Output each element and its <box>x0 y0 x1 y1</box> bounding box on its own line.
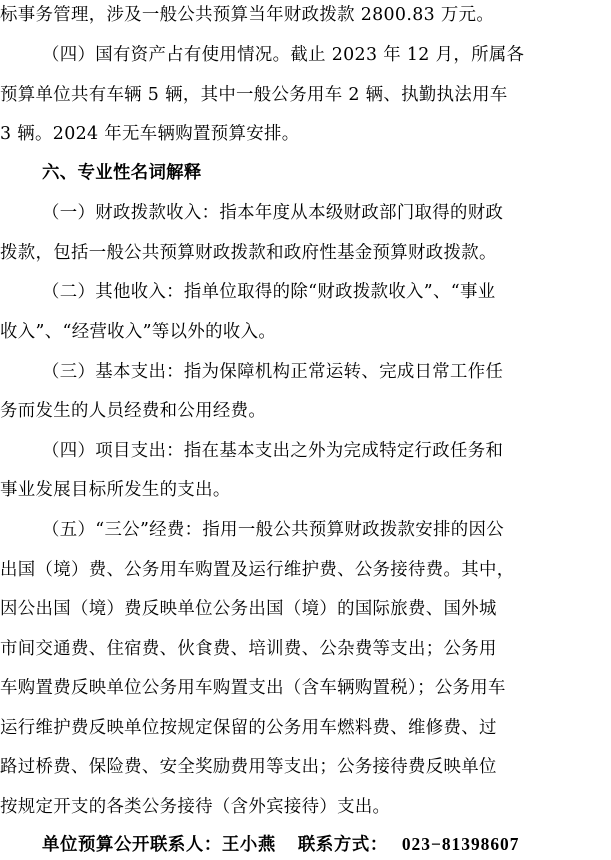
paragraph-line: （五）“三公”经费：指用一般公共预算财政拨款安排的因公 <box>42 520 504 540</box>
paragraph-line: （四）项目支出：指在基本支出之外为完成特定行政任务和 <box>42 441 504 461</box>
paragraph-line: （四）国有资产占有使用情况。截止 2023 年 12 月，所属各 <box>42 45 525 65</box>
contact-person: 单位预算公开联系人：王小燕 <box>42 835 276 855</box>
paragraph-line: 拨款，包括一般公共预算财政拨款和政府性基金预算财政拨款。 <box>0 243 497 263</box>
paragraph-line: （一）财政拨款收入：指本年度从本级财政部门取得的财政 <box>42 203 504 223</box>
paragraph-line: 出国（境）费、公务用车购置及运行维护费、公务接待费。其中， <box>0 560 515 580</box>
section-heading: 六、专业性名词解释 <box>42 163 202 183</box>
paragraph-line: 事业发展目标所发生的支出。 <box>0 480 231 500</box>
paragraph-line: 务而发生的人员经费和公用经费。 <box>0 401 267 421</box>
paragraph-line: 车购置费反映单位公务用车购置支出（含车辆购置税）；公务用车 <box>0 678 506 698</box>
paragraph-line: 3 辆。2024 年无车辆购置预算安排。 <box>0 124 300 144</box>
contact-phone-label: 联系方式： <box>297 835 388 855</box>
paragraph-line: 标事务管理，涉及一般公共预算当年财政拨款 2800.83 万元。 <box>0 5 495 25</box>
contact-line <box>42 829 611 859</box>
paragraph-line: 因公出国（境）费反映单位公务出国（境）的国际旅费、国外城 <box>0 599 497 619</box>
paragraph-line: 运行维护费反映单位按规定保留的公务用车燃料费、维修费、过 <box>0 718 497 738</box>
contact-phone: 023−81398607 <box>401 834 520 854</box>
paragraph-line: 收入”、“经营收入”等以外的收入。 <box>0 322 277 342</box>
paragraph-line: 按规定开支的各类公务接待（含外宾接待）支出。 <box>0 797 391 817</box>
paragraph-line: 路过桥费、保险费、安全奖励费用等支出；公务接待费反映单位 <box>0 757 497 777</box>
paragraph-line: 预算单位共有车辆 5 辆，其中一般公务用车 2 辆、执勤执法用车 <box>0 85 508 105</box>
paragraph-line: （三）基本支出：指为保障机构正常运转、完成日常工作任 <box>42 362 504 382</box>
paragraph-line: 市间交通费、住宿费、伙食费、培训费、公杂费等支出；公务用 <box>0 639 497 659</box>
paragraph-line: （二）其他收入：指单位取得的除“财政拨款收入”、“事业 <box>42 282 496 302</box>
